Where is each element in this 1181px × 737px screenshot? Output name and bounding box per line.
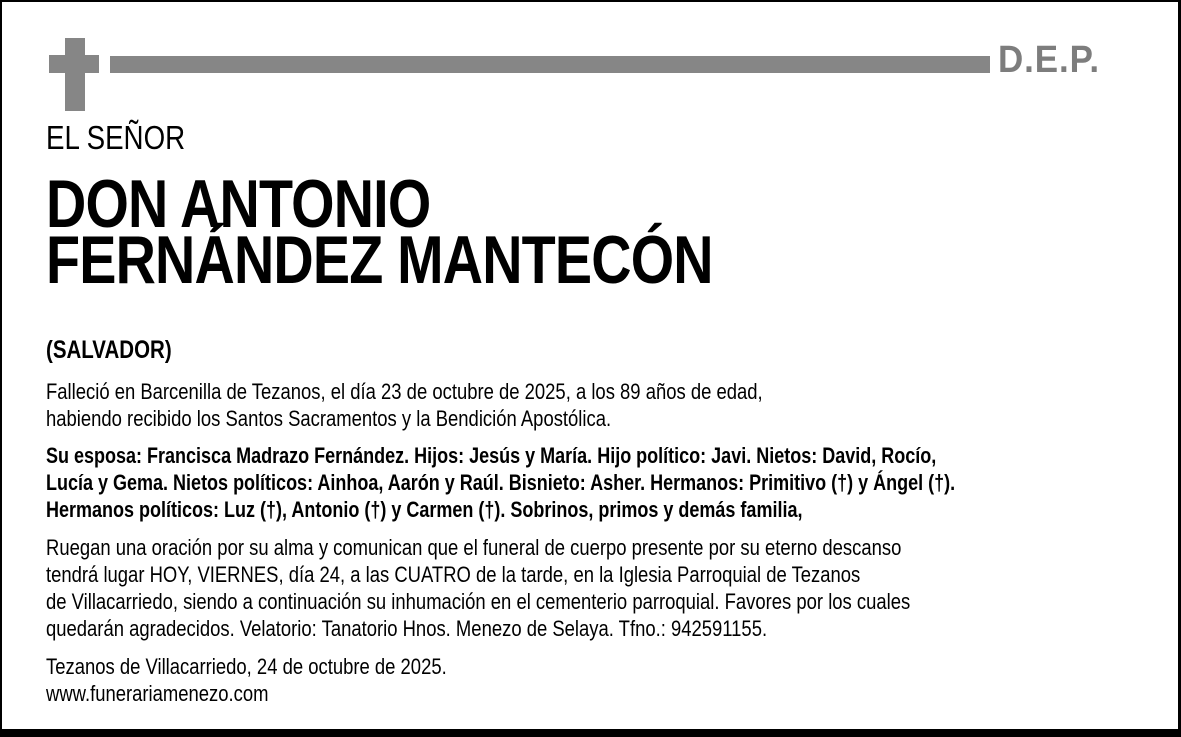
death-paragraph bbox=[46, 378, 763, 432]
deceased-name-line1: DON ANTONIO bbox=[46, 166, 431, 242]
funeral-line: tendrá lugar HOY, VIERNES, día 24, a las CUATRO de la tarde, en la Iglesia Parroquial de Tezanos bbox=[46, 562, 861, 587]
dep-label: D.E.P. bbox=[998, 39, 1101, 81]
family-line: Su esposa: Francisca Madrazo Fernández. Hijos: Jesús y María. Hijo político: Javi. Nietos: David, Rocío, bbox=[46, 443, 937, 468]
family-line: Hermanos políticos: Luz (†), Antonio (†) y Carmen (†). Sobrinos, primos y demás familia, bbox=[46, 497, 803, 522]
honorific: EL SEÑOR bbox=[46, 119, 186, 156]
death-line: Falleció en Barcenilla de Tezanos, el día 23 de octubre de 2025, a los 89 años de edad, bbox=[46, 379, 763, 404]
header-rule bbox=[110, 56, 990, 73]
deceased-name-line2: FERNÁNDEZ MANTECÓN bbox=[46, 222, 713, 298]
funeral-line: de Villacarriedo, siendo a continuación su inhumación en el cementerio parroquial. Favores por los cuales bbox=[46, 589, 911, 614]
cross-horizontal-bar bbox=[49, 55, 99, 73]
family-paragraph bbox=[46, 442, 955, 523]
family-line: Lucía y Gema. Nietos políticos: Ainhoa, Aarón y Raúl. Bisnieto: Asher. Hermanos: Primitivo (†) y Ángel (†). bbox=[46, 470, 956, 495]
deceased-alias: (SALVADOR) bbox=[46, 336, 172, 364]
place-date: Tezanos de Villacarriedo, 24 de octubre de 2025. bbox=[46, 654, 447, 679]
death-line: habiendo recibido los Santos Sacramentos y la Bendición Apostólica. bbox=[46, 406, 612, 431]
website-link[interactable]: www.funerariamenezo.com bbox=[46, 681, 269, 706]
funeral-line: quedarán agradecidos. Velatorio: Tanatorio Hnos. Menezo de Selaya. Tfno.: 942591155. bbox=[46, 616, 768, 641]
cross-vertical-bar bbox=[65, 38, 85, 111]
obituary-notice bbox=[2, 2, 1178, 729]
funeral-line: Ruegan una oración por su alma y comunican que el funeral de cuerpo presente por su eterno descanso bbox=[46, 535, 902, 560]
funeral-paragraph bbox=[46, 534, 910, 642]
